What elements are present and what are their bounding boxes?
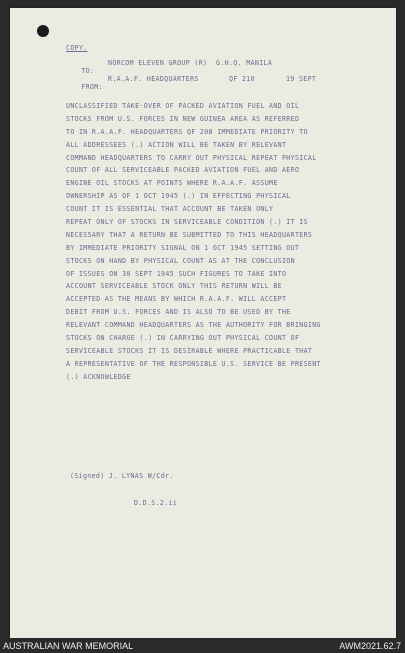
signed-line: (Signed) J. LYNAS W/Cdr. xyxy=(70,472,174,480)
body-line: REPEAT ONLY OF STOCKS IN SERVICEABLE CONDITION (.) IT IS xyxy=(66,218,308,227)
body-line: OF ISSUES ON 30 SEPT 1945 SUCH FIGURES TO TAKE INTO xyxy=(66,269,287,278)
message-body xyxy=(66,100,321,384)
body-line: COMMAND HEADQUARTERS TO CARRY OUT PHYSICAL REPEAT PHYSICAL xyxy=(66,153,317,162)
body-line: ACCEPTED AS THE MEANS BY WHICH R.A.A.F. WILL ACCEPT xyxy=(66,295,287,304)
body-line: STOCKS FROM U.S. FORCES IN NEW GUINEA AREA AS REFERRED xyxy=(66,114,300,123)
signature-block xyxy=(70,456,177,523)
body-line: SERVICEABLE STOCKS IT IS DESIRABLE WHERE PRACTICABLE THAT xyxy=(66,346,313,355)
institution-name: AUSTRALIAN WAR MEMORIAL xyxy=(3,641,134,651)
body-line: (.) ACKNOWLEDGE xyxy=(66,372,131,381)
body-line: OWNERSHIP AS OF 1 OCT 1945 (.) IN EFFECTING PHYSICAL xyxy=(66,192,291,201)
body-line: ALL ADDRESSEES (.) ACTION WILL BE TAKEN BY RELEVANT xyxy=(66,140,287,149)
body-line: TO IN R.A.A.F. HEADQUARTERS QF 208 IMMEDIATE PRIORITY TO xyxy=(66,127,308,136)
document-page xyxy=(10,8,396,638)
body-line: BY IMMEDIATE PRIORITY SIGNAL ON 1 OCT 1945 SETTING OUT xyxy=(66,243,300,252)
message-date: 19 SEPT xyxy=(286,75,317,83)
signed-title: D.D.S.2.ii xyxy=(134,499,178,507)
body-line: ENGINE OIL STOCKS AT POINTS WHERE R.A.A.F. ASSUME xyxy=(66,179,278,188)
copy-label: COPY. xyxy=(66,44,88,52)
body-line: A REPRESENTATIVE OF THE RESPONSIBLE U.S. SERVICE BE PRESENT xyxy=(66,359,321,368)
from-label: FROM: xyxy=(81,83,103,91)
reference-number: QF 210 xyxy=(229,75,255,83)
body-line: STOCKS ON CHARGE (.) IN CARRYING OUT PHYSICAL COUNT OF xyxy=(66,334,300,343)
body-line: DEBIT FROM U.S. FORCES AND IS ALSO TO BE USED BY THE xyxy=(66,308,291,317)
body-line: ACCOUNT SERVICEABLE STOCK ONLY THIS RETURN WILL BE xyxy=(66,282,282,291)
punch-hole xyxy=(37,25,49,37)
to-label: TO: xyxy=(81,67,95,75)
body-line: UNCLASSIFIED TAKE-OVER OF PACKED AVIATION FUEL AND OIL xyxy=(66,102,300,110)
body-line: COUNT OF ALL SERVICEABLE PACKED AVIATION FUEL AND AERO xyxy=(66,166,300,175)
accession-number: AWM2021.62.7 xyxy=(339,641,401,651)
body-line: NECESSARY THAT A RETURN BE SUBMITTED TO THIS HEADQUARTERS xyxy=(66,230,313,239)
from-value: R.A.A.F. HEADQUARTERS xyxy=(108,75,199,83)
caption-bar xyxy=(0,638,405,653)
body-line: COUNT IT IS ESSENTIAL THAT ACCOUNT BE TAKEN ONLY xyxy=(66,205,274,214)
body-line: RELEVANT COMMAND HEADQUARTERS AS THE AUTHORITY FOR BRINGING xyxy=(66,321,321,330)
to-value: NORCOM ELEVEN GROUP (R) G.H.Q. MANILA xyxy=(108,59,273,67)
body-line: STOCKS ON HAND BY PHYSICAL COUNT AS AT THE CONCLUSION xyxy=(66,256,295,265)
